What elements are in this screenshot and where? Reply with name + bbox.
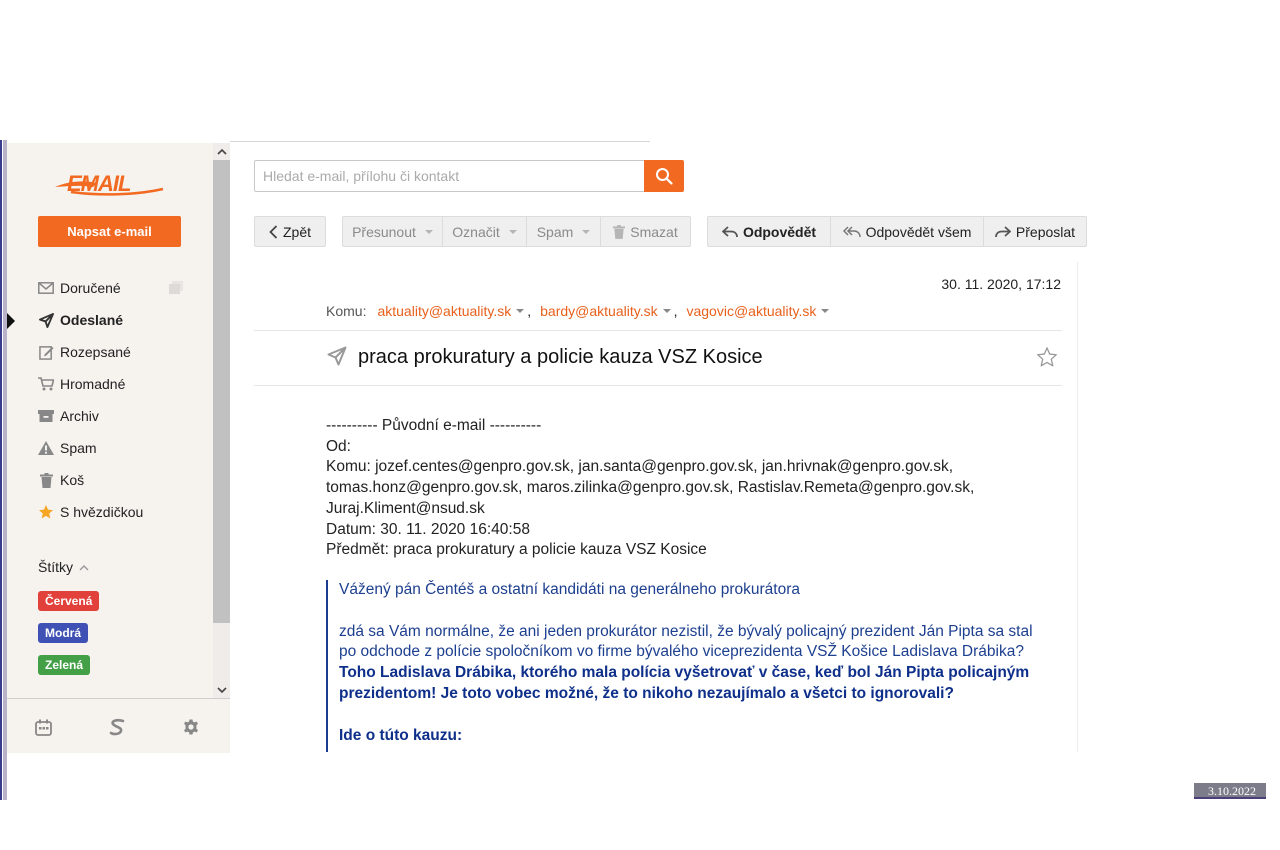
reply-icon <box>722 226 738 238</box>
folder-label: Odeslané <box>60 312 124 328</box>
folder-label: Rozepsané <box>60 344 131 360</box>
sidebar-scrollbar-thumb[interactable] <box>213 160 230 623</box>
quote-bold-line: Ide o túto kauzu: <box>339 726 463 744</box>
folder-label: Koš <box>60 472 85 488</box>
forward-label: Přeposlat <box>1015 223 1076 240</box>
quote-line: zdá sa Vám normálne, že ani jeden prokurátor nezistil, že bývalý policajný prezident Ján Pipta sa stal <box>339 622 1033 640</box>
cart-icon <box>38 376 54 392</box>
reply-label: Odpovědět <box>742 223 817 240</box>
spam-button[interactable] <box>527 216 601 247</box>
chevron-down-icon <box>582 230 590 234</box>
folder-label: Spam <box>60 440 97 456</box>
chevron-up-icon <box>79 564 89 571</box>
folder-inbox[interactable] <box>38 276 188 300</box>
delete-label: Smazat <box>630 223 678 240</box>
message-panel-border <box>1077 262 1078 752</box>
top-divider <box>230 141 650 142</box>
sidebar-footer <box>7 698 230 753</box>
archive-icon <box>38 408 54 424</box>
quote-bold-line: prezidentom! Je toto vobec možné, že to nikoho nezaujímalo a všetci to ignorovali? <box>339 684 954 702</box>
quoted-message <box>326 580 1066 752</box>
message-date: 30. 11. 2020, 17:12 <box>941 276 1061 292</box>
compose-button[interactable]: Napsat e-mail <box>38 216 181 247</box>
chevron-down-icon <box>425 230 433 234</box>
labels-heading[interactable] <box>38 559 89 575</box>
body-line: Předmět: praca prokuratury a policie kauza VSZ Kosice <box>326 541 707 559</box>
recipient[interactable] <box>686 303 832 319</box>
back-label: Zpět <box>282 223 311 240</box>
tag-blue[interactable]: Modrá <box>38 623 88 643</box>
search-button[interactable] <box>644 160 684 192</box>
body-line: Od: <box>326 437 351 455</box>
trash-icon <box>38 472 54 488</box>
recipient-address: bardy@aktuality.sk <box>540 303 658 319</box>
separator: , <box>673 303 678 319</box>
date-stamp: 3.10.2022 <box>1194 783 1266 799</box>
tag-red[interactable]: Červená <box>38 591 99 611</box>
chevron-left-icon <box>269 225 278 239</box>
recipient[interactable] <box>377 303 527 319</box>
delete-button[interactable] <box>601 216 691 247</box>
active-folder-marker <box>7 313 15 329</box>
quote-line: po odchode z polície spoločníkom vo firme bývalého viceprezidenta VSŽ Košice Ladislava Drábika? <box>339 643 1024 661</box>
body-line: Juraj.Kliment@nsud.sk <box>326 499 485 517</box>
folder-archive[interactable] <box>38 404 188 428</box>
folder-label: S hvězdičkou <box>60 504 144 520</box>
copy-icon <box>169 281 183 294</box>
spam-label: Spam <box>536 223 574 240</box>
reply-all-button[interactable] <box>831 216 984 247</box>
move-button[interactable] <box>342 216 443 247</box>
search-input[interactable] <box>254 160 645 192</box>
quote-greeting: Vážený pán Čentéš a ostatní kandidáti na generálneho prokurátora <box>339 581 801 598</box>
message-subject: praca prokuratury a policie kauza VSZ Kosice <box>358 346 763 368</box>
body-line: Komu: jozef.centes@genpro.gov.sk, jan.santa@genpro.gov.sk, jan.hrivnak@genpro.gov.sk, <box>326 458 954 476</box>
sent-icon <box>327 346 347 366</box>
window-frame-edge <box>0 140 7 800</box>
body-line: ---------- Původní e-mail ---------- <box>326 417 542 434</box>
separator: , <box>527 303 532 319</box>
labels-heading-text: Štítky <box>38 559 74 575</box>
folder-drafts[interactable] <box>38 340 188 364</box>
svg-text:EMAIL: EMAIL <box>67 171 131 196</box>
reply-all-icon <box>843 226 861 238</box>
body-line: Datum: 30. 11. 2020 16:40:58 <box>326 520 530 538</box>
to-label: Komu: <box>326 303 367 319</box>
forward-icon <box>995 226 1011 238</box>
settings-gear-icon[interactable] <box>181 717 201 737</box>
reply-button[interactable] <box>707 216 831 247</box>
warning-icon <box>38 440 54 456</box>
folder-starred[interactable] <box>38 500 188 524</box>
email-logo[interactable] <box>51 167 171 199</box>
search-icon <box>655 167 673 185</box>
quote-bold-line: Toho Ladislava Drábika, ktorého mala polícia vyšetrovať v čase, keď bol Ján Pipta policajným <box>339 664 1030 682</box>
folder-bulk[interactable] <box>38 372 188 396</box>
chevron-down-icon <box>516 309 524 313</box>
scroll-up-button[interactable] <box>213 143 230 159</box>
header-divider <box>254 330 1062 331</box>
folder-label: Doručené <box>60 280 121 296</box>
scroll-down-button[interactable] <box>213 682 230 698</box>
reply-all-label: Odpovědět všem <box>865 223 972 240</box>
folder-sent[interactable] <box>38 308 188 332</box>
trash-icon <box>613 225 625 239</box>
folder-label: Hromadné <box>60 376 126 392</box>
seznam-logo-icon[interactable] <box>107 717 127 737</box>
message-body <box>326 416 1026 561</box>
send-icon <box>38 312 54 328</box>
folder-label: Archiv <box>60 408 99 424</box>
back-button[interactable] <box>254 216 326 247</box>
recipient-address: aktuality@aktuality.sk <box>377 303 512 319</box>
recipient-address: vagovic@aktuality.sk <box>686 303 817 319</box>
folder-spam[interactable] <box>38 436 188 460</box>
chevron-down-icon <box>509 230 517 234</box>
star-icon <box>38 504 54 520</box>
move-label: Přesunout <box>352 223 416 240</box>
mark-button[interactable] <box>443 216 527 247</box>
forward-button[interactable] <box>984 216 1087 247</box>
tag-green[interactable]: Zelená <box>38 655 90 675</box>
folder-trash[interactable] <box>38 468 188 492</box>
chevron-down-icon <box>821 309 829 313</box>
date-stamp-underline <box>1194 797 1266 799</box>
draft-icon <box>38 344 54 360</box>
inbox-icon <box>38 280 54 296</box>
star-outline-icon[interactable] <box>1036 346 1058 368</box>
mark-label: Označit <box>452 223 500 240</box>
recipients-row <box>326 303 832 319</box>
calendar-icon[interactable] <box>33 717 53 737</box>
sidebar <box>7 143 230 753</box>
subject-divider <box>254 385 1062 386</box>
recipient[interactable] <box>540 303 673 319</box>
body-line: tomas.honz@genpro.gov.sk, maros.zilinka@genpro.gov.sk, Rastislav.Remeta@genpro.gov.sk, <box>326 479 975 497</box>
chevron-down-icon <box>663 309 671 313</box>
